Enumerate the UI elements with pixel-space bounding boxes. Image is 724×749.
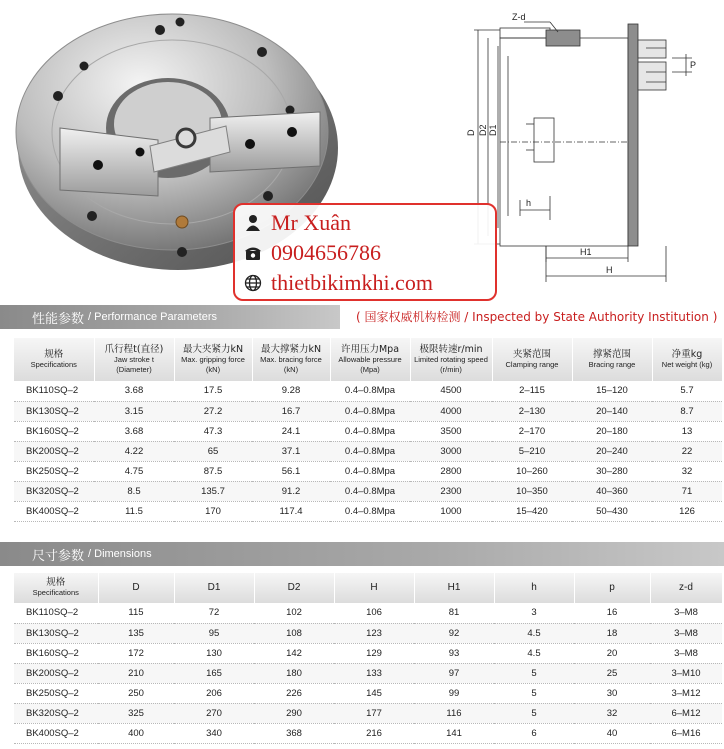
product-illustration-area	[0, 0, 724, 300]
dimensions-header-cell: H	[334, 573, 414, 603]
table-row	[14, 663, 722, 683]
value-cell: 3–M8	[650, 603, 722, 623]
spec-cell: BK160SQ–2	[14, 643, 98, 663]
performance-title-zh: 性能参数	[32, 311, 85, 327]
table-row	[14, 481, 722, 501]
table-row	[14, 603, 722, 623]
dimensions-header-cell: z-d	[650, 573, 722, 603]
value-cell: 172	[98, 643, 174, 663]
value-cell: 3.68	[94, 381, 174, 401]
performance-header-cell	[330, 338, 410, 381]
value-cell: 37.1	[252, 441, 330, 461]
label-h1: H1	[580, 247, 592, 257]
value-cell: 11.5	[94, 501, 174, 521]
value-cell: 3–M8	[650, 643, 722, 663]
header-label-zh: 爪行程t(直径)	[104, 343, 164, 355]
value-cell: 40	[574, 723, 650, 743]
value-cell: 177	[334, 703, 414, 723]
contact-name-row	[243, 211, 351, 235]
value-cell: 32	[574, 703, 650, 723]
value-cell: 95	[174, 623, 254, 643]
header-label-en: Specifications	[32, 588, 79, 597]
contact-website-link[interactable]: thietbikimkhi.com	[271, 270, 433, 295]
header-label-en: Net weight (kg)	[661, 359, 713, 369]
value-cell: 47.3	[174, 421, 252, 441]
value-cell: 20–240	[572, 441, 652, 461]
value-cell: 142	[254, 643, 334, 663]
value-cell: 135	[98, 623, 174, 643]
contact-phone-row	[243, 241, 381, 265]
label-h: h	[526, 198, 532, 208]
value-cell: 3.68	[94, 421, 174, 441]
dimensions-header-cell: D2	[254, 573, 334, 603]
value-cell: 56.1	[252, 461, 330, 481]
header-label-zh: 净重kg	[671, 348, 703, 360]
header-label-en: Max. gripping force (kN)	[181, 354, 245, 374]
value-cell: 65	[174, 441, 252, 461]
table-row	[14, 421, 722, 441]
value-cell: 6	[494, 723, 574, 743]
dimensions-header-row	[14, 573, 722, 603]
header-label-zh: 最大撑紧力kN	[260, 343, 322, 355]
value-cell: 2300	[410, 481, 492, 501]
spec-cell: BK320SQ–2	[14, 481, 94, 501]
value-cell: 216	[334, 723, 414, 743]
value-cell: 3–M10	[650, 663, 722, 683]
header-label-zh: 极限转速r/min	[419, 343, 483, 355]
technical-drawing	[460, 0, 724, 290]
spec-cell: BK110SQ–2	[14, 381, 94, 401]
table-row	[14, 461, 722, 481]
dimensions-table	[14, 573, 723, 744]
value-cell: 106	[334, 603, 414, 623]
value-cell: 0.4–0.8Mpa	[330, 481, 410, 501]
label-zd: Z-d	[512, 12, 526, 22]
value-cell: 115	[98, 603, 174, 623]
value-cell: 117.4	[252, 501, 330, 521]
value-cell: 8.7	[652, 401, 722, 421]
value-cell: 0.4–0.8Mpa	[330, 421, 410, 441]
spec-cell: BK110SQ–2	[14, 603, 98, 623]
value-cell: 20–180	[572, 421, 652, 441]
header-label-en: Jaw stroke t (Diameter)	[113, 354, 154, 374]
table-row	[14, 723, 722, 743]
value-cell: 9.28	[252, 381, 330, 401]
label-d: D	[466, 129, 476, 136]
globe-icon	[243, 273, 263, 293]
value-cell: 20	[574, 643, 650, 663]
spec-cell: BK160SQ–2	[14, 421, 94, 441]
contact-phone[interactable]: 0904656786	[271, 240, 381, 265]
value-cell: 0.4–0.8Mpa	[330, 501, 410, 521]
value-cell: 6–M12	[650, 703, 722, 723]
value-cell: 40–360	[572, 481, 652, 501]
table-row	[14, 381, 722, 401]
table-row	[14, 401, 722, 421]
value-cell: 25	[574, 663, 650, 683]
value-cell: 1000	[410, 501, 492, 521]
performance-title-en: / Performance Parameters	[88, 311, 218, 323]
header-label-en: Bracing range	[588, 359, 636, 369]
header-label-zh: 许用压力Mpa	[340, 343, 400, 355]
value-cell: 91.2	[252, 481, 330, 501]
inspected-note: ( 国家权威机构检测 / Inspected by State Authority Institution )	[356, 310, 718, 324]
header-label-zh: 规格	[46, 577, 66, 588]
value-cell: 18	[574, 623, 650, 643]
spec-cell: BK400SQ–2	[14, 723, 98, 743]
value-cell: 15–120	[572, 381, 652, 401]
value-cell: 32	[652, 461, 722, 481]
value-cell: 180	[254, 663, 334, 683]
value-cell: 2–115	[492, 381, 572, 401]
dimensions-section-header	[0, 542, 724, 566]
value-cell: 30	[574, 683, 650, 703]
header-label-en: Clamping range	[505, 359, 559, 369]
value-cell: 99	[414, 683, 494, 703]
table-row	[14, 703, 722, 723]
header-label-en: Allowable pressure (Mpa)	[338, 354, 402, 374]
performance-table-body	[14, 381, 722, 521]
value-cell: 141	[414, 723, 494, 743]
value-cell: 93	[414, 643, 494, 663]
dimensions-table-body	[14, 603, 722, 743]
dimensions-header-cell: H1	[414, 573, 494, 603]
value-cell: 108	[254, 623, 334, 643]
value-cell: 290	[254, 703, 334, 723]
value-cell: 135.7	[174, 481, 252, 501]
value-cell: 22	[652, 441, 722, 461]
value-cell: 16	[574, 603, 650, 623]
value-cell: 2–170	[492, 421, 572, 441]
value-cell: 50–430	[572, 501, 652, 521]
label-d1: D1	[488, 124, 498, 136]
value-cell: 97	[414, 663, 494, 683]
performance-header-cell	[94, 338, 174, 381]
dimensions-header-cell	[14, 573, 98, 603]
value-cell: 30–280	[572, 461, 652, 481]
value-cell: 2800	[410, 461, 492, 481]
header-label-zh: 最大夹紧力kN	[182, 343, 244, 355]
value-cell: 5.7	[652, 381, 722, 401]
header-label-en: Limited rotating speed (r/min)	[414, 354, 488, 374]
person-icon	[243, 213, 263, 233]
value-cell: 5	[494, 663, 574, 683]
value-cell: 24.1	[252, 421, 330, 441]
value-cell: 4.22	[94, 441, 174, 461]
value-cell: 130	[174, 643, 254, 663]
value-cell: 20–140	[572, 401, 652, 421]
performance-section-header	[0, 305, 340, 329]
spec-cell: BK130SQ–2	[14, 401, 94, 421]
value-cell: 3–M12	[650, 683, 722, 703]
table-row	[14, 623, 722, 643]
contact-website-row	[243, 271, 433, 295]
value-cell: 3.15	[94, 401, 174, 421]
value-cell: 325	[98, 703, 174, 723]
spec-cell: BK250SQ–2	[14, 461, 94, 481]
value-cell: 4000	[410, 401, 492, 421]
header-label-en: Max. bracing force (kN)	[260, 354, 322, 374]
contact-name: Mr Xuân	[271, 210, 352, 235]
label-p: P	[690, 60, 697, 70]
dimensions-header-cell: D	[98, 573, 174, 603]
value-cell: 8.5	[94, 481, 174, 501]
value-cell: 226	[254, 683, 334, 703]
value-cell: 5–210	[492, 441, 572, 461]
performance-header-cell	[14, 338, 94, 381]
header-label-en: Specifications	[30, 359, 77, 369]
table-row	[14, 501, 722, 521]
dimensions-header-cell: D1	[174, 573, 254, 603]
spec-cell: BK250SQ–2	[14, 683, 98, 703]
contact-overlay	[233, 203, 497, 301]
dimensions-title-zh: 尺寸参数	[32, 548, 85, 564]
value-cell: 170	[174, 501, 252, 521]
value-cell: 92	[414, 623, 494, 643]
value-cell: 206	[174, 683, 254, 703]
header-label-zh: 撑紧范围	[592, 348, 631, 360]
value-cell: 123	[334, 623, 414, 643]
value-cell: 4.75	[94, 461, 174, 481]
value-cell: 4.5	[494, 643, 574, 663]
value-cell: 210	[98, 663, 174, 683]
value-cell: 3000	[410, 441, 492, 461]
label-h-total: H	[606, 265, 613, 275]
performance-header-cell	[174, 338, 252, 381]
value-cell: 3500	[410, 421, 492, 441]
value-cell: 0.4–0.8Mpa	[330, 381, 410, 401]
header-label-zh: 规格	[44, 348, 64, 360]
performance-header-cell	[410, 338, 492, 381]
value-cell: 165	[174, 663, 254, 683]
performance-header-row	[14, 338, 722, 381]
value-cell: 15–420	[492, 501, 572, 521]
spec-cell: BK130SQ–2	[14, 623, 98, 643]
value-cell: 5	[494, 703, 574, 723]
performance-header-cell	[492, 338, 572, 381]
performance-header-cell	[252, 338, 330, 381]
table-row	[14, 683, 722, 703]
performance-header-cell	[652, 338, 722, 381]
value-cell: 16.7	[252, 401, 330, 421]
value-cell: 27.2	[174, 401, 252, 421]
value-cell: 340	[174, 723, 254, 743]
spec-cell: BK200SQ–2	[14, 441, 94, 461]
value-cell: 13	[652, 421, 722, 441]
value-cell: 270	[174, 703, 254, 723]
value-cell: 145	[334, 683, 414, 703]
value-cell: 6–M16	[650, 723, 722, 743]
value-cell: 4500	[410, 381, 492, 401]
value-cell: 81	[414, 603, 494, 623]
dimensions-header-cell: h	[494, 573, 574, 603]
value-cell: 126	[652, 501, 722, 521]
performance-header-cell	[572, 338, 652, 381]
value-cell: 0.4–0.8Mpa	[330, 461, 410, 481]
value-cell: 17.5	[174, 381, 252, 401]
value-cell: 72	[174, 603, 254, 623]
spec-cell: BK320SQ–2	[14, 703, 98, 723]
table-row	[14, 643, 722, 663]
spec-cell: BK400SQ–2	[14, 501, 94, 521]
header-label-zh: 夹紧范围	[512, 348, 551, 360]
value-cell: 5	[494, 683, 574, 703]
table-row	[14, 441, 722, 461]
value-cell: 0.4–0.8Mpa	[330, 401, 410, 421]
value-cell: 400	[98, 723, 174, 743]
dimensions-title-en: / Dimensions	[88, 548, 152, 560]
telephone-icon	[243, 243, 263, 263]
value-cell: 102	[254, 603, 334, 623]
value-cell: 133	[334, 663, 414, 683]
performance-table	[14, 338, 723, 522]
value-cell: 4.5	[494, 623, 574, 643]
value-cell: 10–350	[492, 481, 572, 501]
value-cell: 10–260	[492, 461, 572, 481]
value-cell: 0.4–0.8Mpa	[330, 441, 410, 461]
value-cell: 129	[334, 643, 414, 663]
value-cell: 2–130	[492, 401, 572, 421]
dimensions-header-cell: p	[574, 573, 650, 603]
value-cell: 87.5	[174, 461, 252, 481]
value-cell: 3	[494, 603, 574, 623]
spec-cell: BK200SQ–2	[14, 663, 98, 683]
value-cell: 250	[98, 683, 174, 703]
value-cell: 3–M8	[650, 623, 722, 643]
value-cell: 368	[254, 723, 334, 743]
value-cell: 116	[414, 703, 494, 723]
value-cell: 71	[652, 481, 722, 501]
label-d2: D2	[478, 124, 488, 136]
